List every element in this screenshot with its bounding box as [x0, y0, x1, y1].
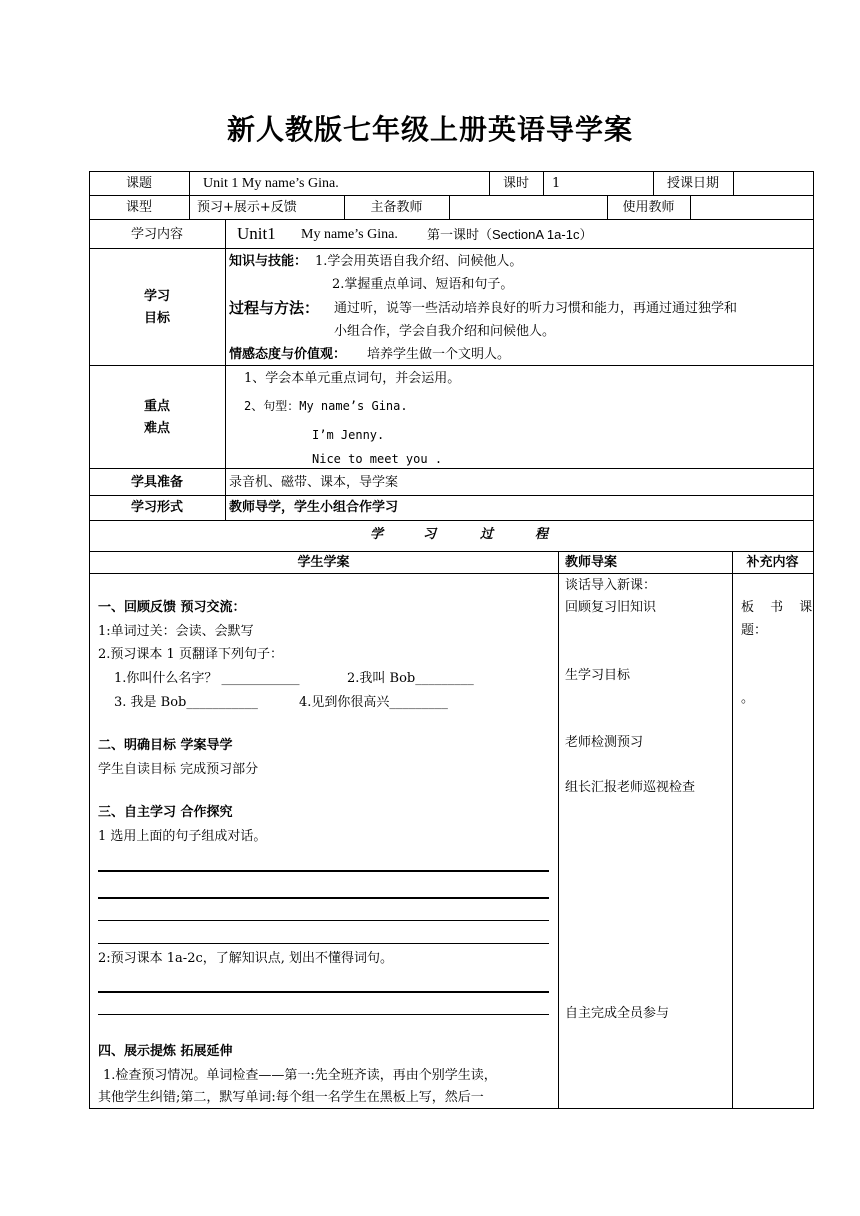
type-label: 课型 — [125, 200, 152, 215]
table-rule — [189, 195, 190, 219]
table-rule — [89, 171, 814, 172]
writing-line — [98, 870, 549, 872]
section-heading: 三、自主学习 合作探究 — [98, 805, 233, 820]
period-label: 课时 — [502, 176, 529, 191]
date-label: 授课日期 — [666, 176, 719, 191]
user-teacher-label: 使用教师 — [622, 200, 675, 215]
table-rule — [89, 365, 814, 366]
document-title: 新人教版七年级上册英语导学案 — [226, 113, 633, 146]
writing-line — [98, 897, 549, 899]
section-heading: 二、明确目标 学案导学 — [98, 738, 233, 753]
table-rule — [89, 551, 814, 552]
extra-note: 板 书 课 — [741, 600, 819, 615]
student-line: 其他学生纠错;第二，默写单词:每个组一名学生在黑板上写，然后一 — [98, 1090, 484, 1105]
teacher-note: 自主完成全员参与 — [565, 1006, 670, 1021]
knowledge-label: 知识与技能： — [229, 254, 308, 269]
type-value: 预习+展示+反馈 — [197, 200, 297, 215]
knowledge-line: 1.学会用英语自我介绍、问候他人。 — [315, 254, 523, 269]
student-line: 1:单词过关：会读、会默写 — [98, 624, 254, 639]
emotion-line: 培养学生做一个文明人。 — [367, 347, 511, 362]
table-rule — [89, 195, 814, 196]
table-rule — [89, 495, 814, 496]
student-column-header: 学生学案 — [297, 555, 350, 570]
extra-note: 题： — [741, 623, 768, 638]
process-method-label: 过程与方法： — [229, 299, 320, 317]
teacher-note: 回顾复习旧知识 — [565, 600, 657, 615]
table-rule — [225, 219, 226, 520]
writing-line — [98, 991, 549, 993]
table-rule — [690, 195, 691, 219]
teacher-column-header: 教师导案 — [565, 555, 618, 570]
table-rule — [89, 219, 814, 220]
table-rule — [89, 1108, 814, 1109]
table-rule — [733, 171, 734, 195]
process-method-line: 通过听，说等一些活动培养良好的听力习惯和能力，再通过通过独学和 — [334, 301, 738, 316]
student-line: 学生自读目标 完成预习部分 — [98, 762, 259, 777]
table-rule — [449, 195, 450, 219]
tools-label: 学具准备 — [130, 475, 183, 490]
writing-line — [98, 943, 549, 944]
table-rule — [89, 573, 814, 574]
translation-question: 2.我叫 Bob_________ — [347, 671, 474, 686]
keypoint-line: Nice to meet you . — [312, 452, 443, 466]
process-heading-char: 过 — [480, 527, 494, 542]
table-rule — [189, 171, 190, 195]
teacher-note: 老师检测预习 — [565, 735, 644, 750]
keypoints-label: 重点 — [143, 399, 170, 414]
content-unit: Unit1 — [237, 224, 276, 243]
table-rule — [543, 171, 544, 195]
table-rule — [89, 248, 814, 249]
knowledge-line: 2.掌握重点单词、短语和句子。 — [332, 277, 514, 292]
teacher-note: 组长汇报老师巡视检查 — [565, 780, 696, 795]
goals-label: 学习 — [143, 289, 170, 304]
content-label: 学习内容 — [130, 227, 183, 242]
section-heading: 一、回顾反馈 预习交流： — [98, 600, 246, 615]
content-lesson: 第一课时（SectionA 1a-1c） — [427, 227, 593, 242]
content-title: My name’s Gina. — [301, 227, 398, 242]
keypoint-line: 2、句型：My name’s Gina. — [244, 399, 408, 413]
student-line: 1.检查预习情况。单词检查——第一:先全班齐读，再由个别学生读， — [103, 1068, 497, 1083]
keypoints-label: 难点 — [143, 421, 170, 436]
topic-value: Unit 1 My name’s Gina. — [203, 176, 339, 191]
table-rule — [89, 520, 814, 521]
process-heading-char: 学 — [370, 527, 384, 542]
translation-question: 3. 我是 Bob___________ — [114, 695, 258, 710]
keypoint-line: I’m Jenny. — [312, 428, 385, 442]
table-rule — [732, 551, 733, 1109]
teacher-note: 生学习目标 — [565, 668, 631, 683]
translation-question: 4.见到你很高兴_________ — [299, 695, 448, 710]
extra-column-header: 补充内容 — [746, 555, 799, 570]
teacher-note: 谈话导入新课： — [565, 578, 657, 593]
lead-teacher-label: 主备教师 — [370, 200, 423, 215]
tools-value: 录音机、磁带、课本，导学案 — [229, 475, 399, 490]
lesson-plan-table — [89, 171, 819, 1109]
section-heading: 四、展示提炼 拓展延伸 — [98, 1044, 233, 1059]
translation-question: 1.你叫什么名字？ ____________ — [114, 671, 300, 686]
keypoint-line: 1、学会本单元重点词句，并会运用。 — [244, 371, 461, 386]
process-method-line: 小组合作，学会自我介绍和问候他人。 — [334, 324, 556, 339]
extra-note: 。 — [741, 691, 755, 706]
table-rule — [813, 171, 814, 1109]
process-heading-char: 程 — [535, 527, 549, 542]
student-line: 2.预习课本 1 页翻译下列句子： — [98, 647, 283, 662]
form-label: 学习形式 — [130, 500, 183, 515]
goals-label: 目标 — [143, 311, 170, 326]
form-value: 教师导学，学生小组合作学习 — [229, 500, 399, 515]
table-rule — [558, 551, 559, 1109]
period-value: 1 — [552, 176, 561, 191]
writing-line — [98, 1014, 549, 1015]
student-line: 1 选用上面的句子组成对话。 — [98, 829, 267, 844]
process-heading-char: 习 — [423, 527, 437, 542]
writing-line — [98, 920, 549, 921]
emotion-label: 情感态度与价值观： — [229, 347, 347, 362]
topic-label: 课题 — [125, 176, 152, 191]
table-rule — [89, 468, 814, 469]
student-line: 2:预习课本 1a-2c，了解知识点, 划出不懂得词句。 — [98, 951, 394, 966]
